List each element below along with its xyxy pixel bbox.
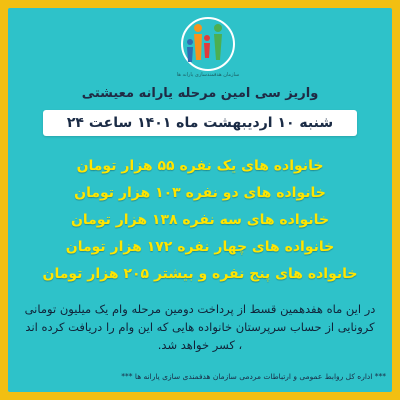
amount-row-two-person: خانواده های دو نفره ۱۰۳ هزار تومان (74, 185, 326, 201)
amount-row-one-person: خانواده های یک نفره ۵۵ هزار تومان (76, 158, 324, 174)
loan-notice-text: در این ماه هفدهمین قسط از پرداخت دومین مرحله وام یک میلیون تومانی کرونایی از حساب سرپرستان خانواده هایی که این وام را دریافت کرده اند ، کسر خواهد شد. (24, 302, 376, 352)
amount-row-five-plus-person: خانواده های پنج نفره و بیشتر ۲۰۵ هزار تومان (42, 266, 358, 282)
amount-row-three-person: خانواده های سه نفره ۱۳۸ هزار تومان (70, 212, 330, 228)
footer-credit: *** اداره کل روابط عمومی و ارتباطات مردمی سازمان هدفمندی سازی یارانه ها *** (121, 372, 386, 381)
content-panel (8, 8, 392, 392)
amounts-list (20, 153, 380, 288)
organization-logo-icon (176, 14, 240, 74)
date-box (43, 110, 357, 136)
amount-row-four-person: خانواده های چهار نفره ۱۷۲ هزار تومان (65, 239, 335, 255)
headline: واریز سی امین مرحله یارانه معیشتی (81, 86, 319, 101)
date-text: شنبه ۱۰ اردیبهشت ماه ۱۴۰۱ ساعت ۲۴ (66, 115, 334, 131)
logo-caption: سازمان هدفمندسازی یارانه ها (176, 72, 240, 78)
